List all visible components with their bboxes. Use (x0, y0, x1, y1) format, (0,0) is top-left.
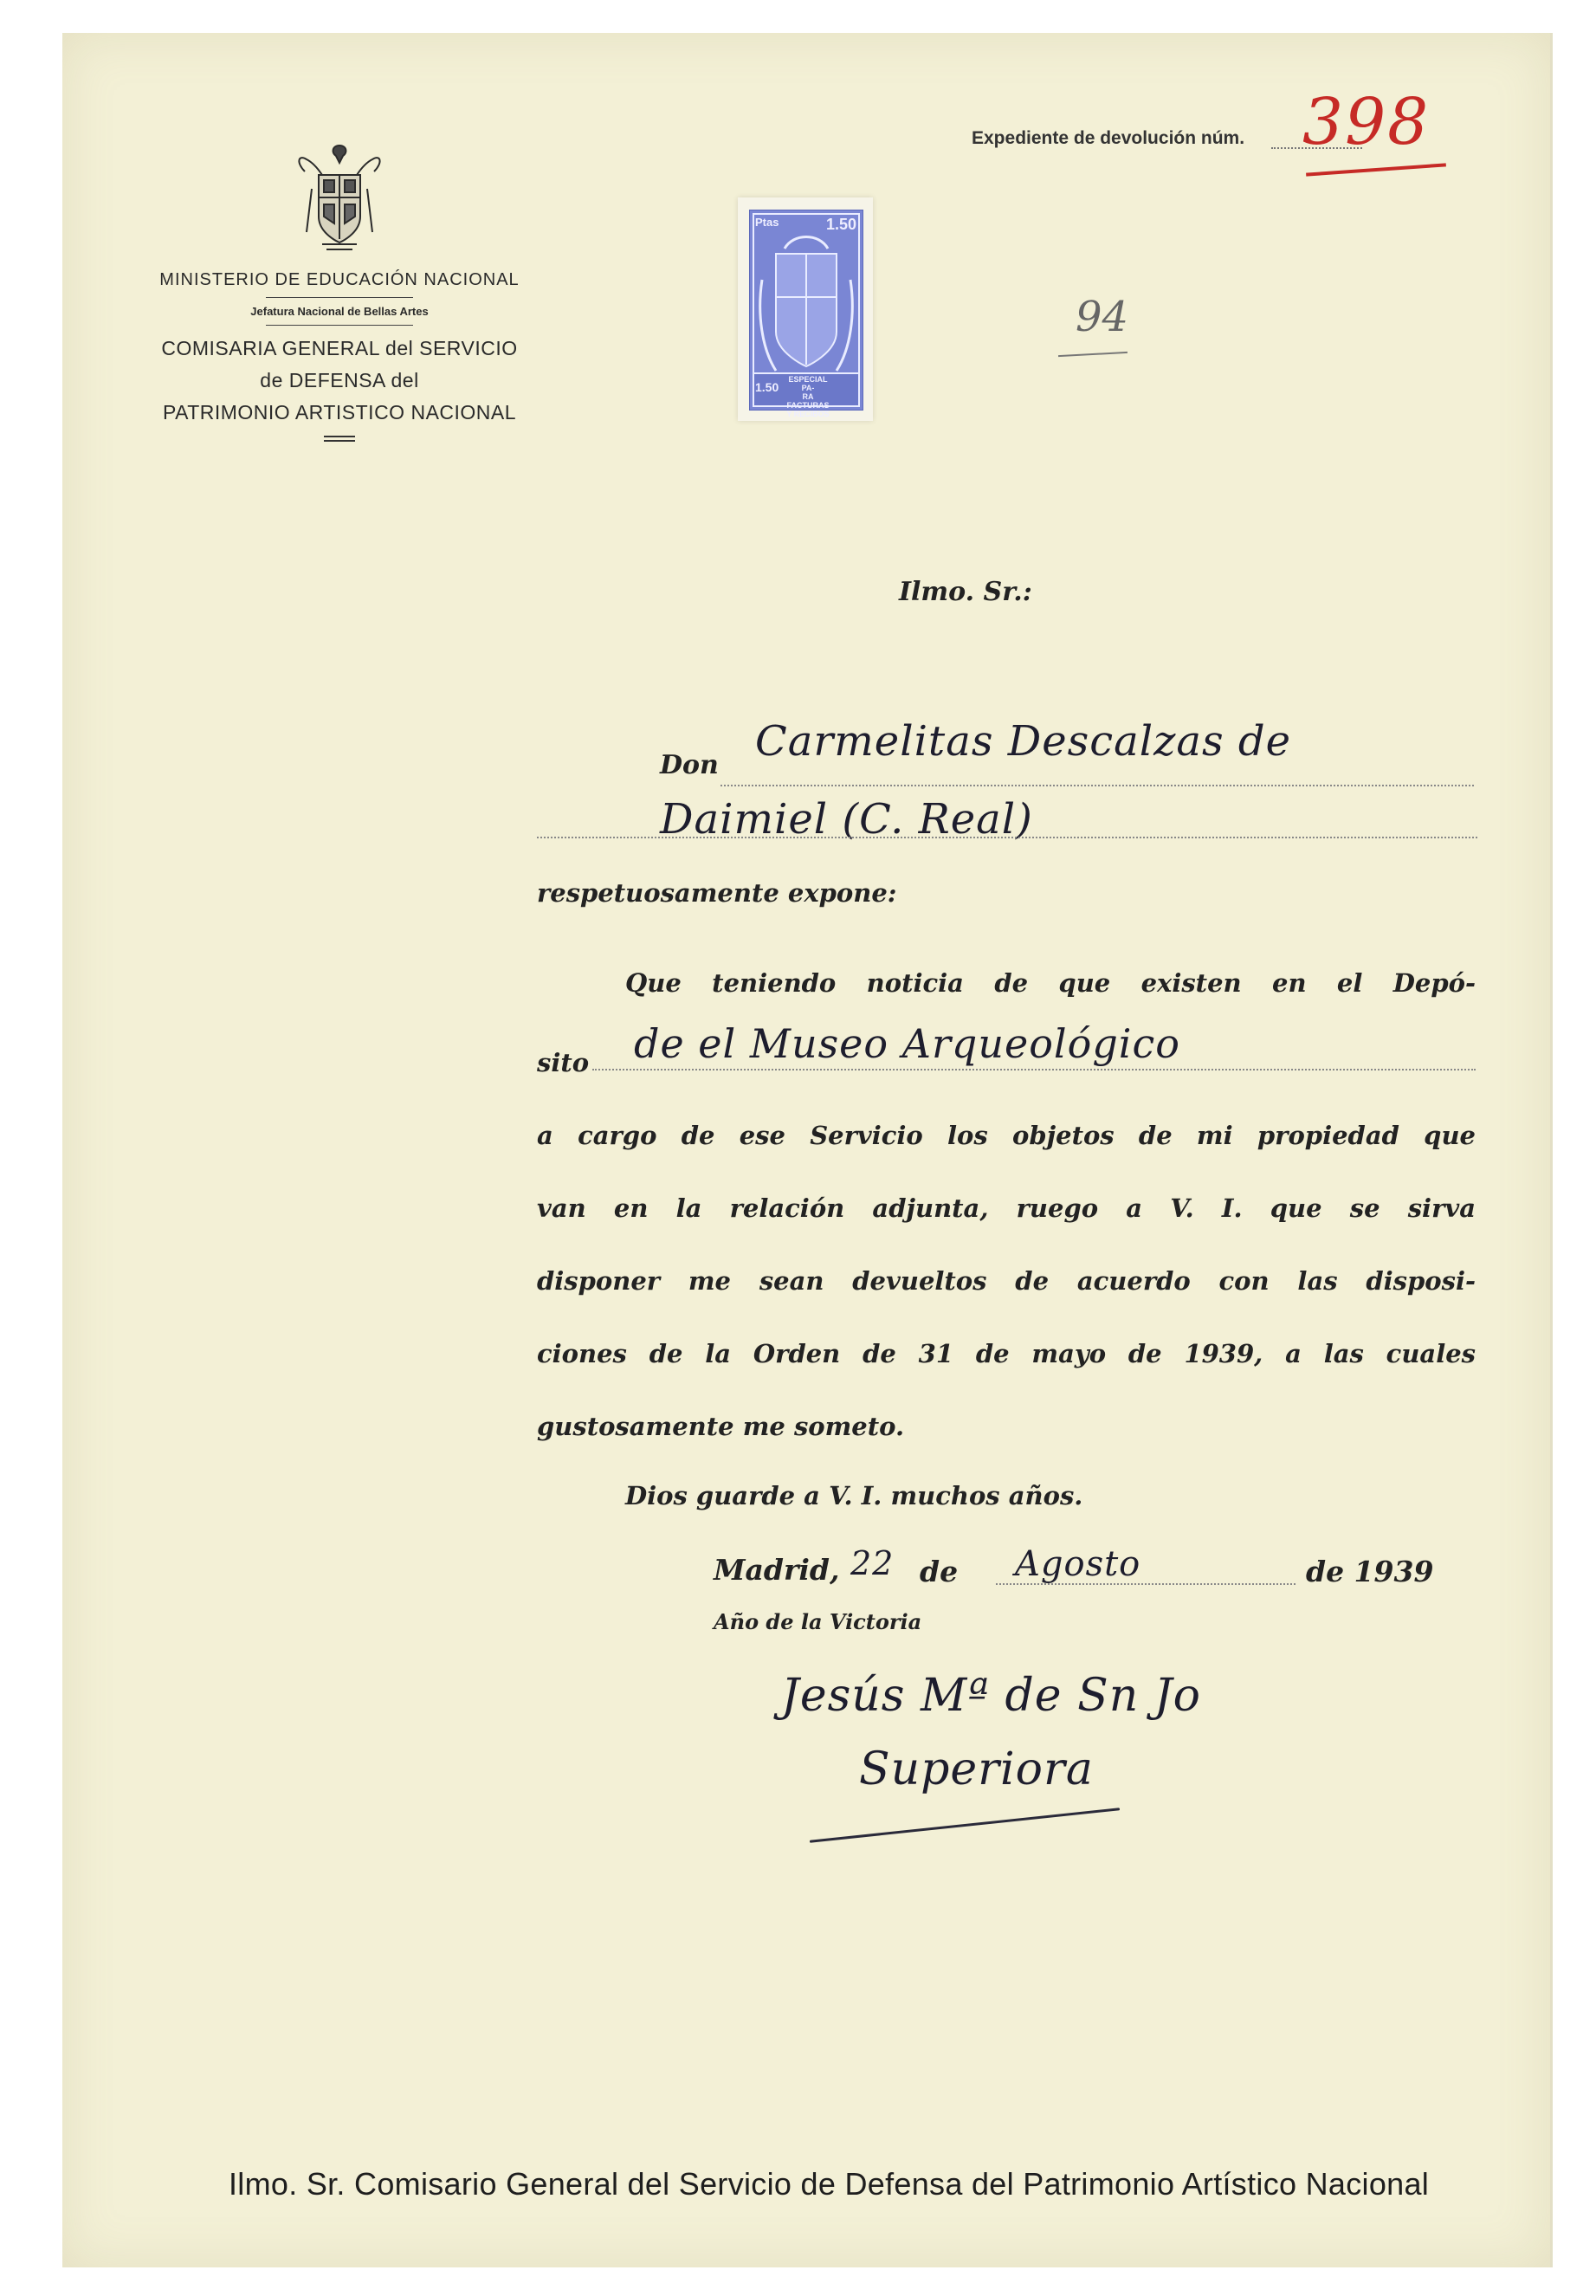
expediente-label: Expediente de devolución núm. (972, 128, 1245, 148)
comisaria-line-2: de DEFENSA del (260, 369, 419, 391)
stamp-value-top: 1.50 (826, 216, 857, 233)
stamp-currency: Ptas (755, 216, 779, 229)
dotted-line (592, 1069, 1476, 1070)
letterhead-rule (266, 325, 413, 326)
stamp-label-line: RA FACTURAS (786, 392, 830, 410)
applicant-name-line-2: Daimiel (C. Real) (660, 795, 1033, 844)
expediente-number: 398 (1302, 85, 1431, 159)
dotted-line (720, 785, 1474, 786)
date-day: 22 (850, 1544, 895, 1582)
signature-line-2: Superiora (859, 1743, 1094, 1795)
body-line-4: van en la relación adjunta, ruego a V. I. que se sirva (537, 1193, 1476, 1223)
stamp-label (785, 375, 831, 418)
coat-of-arms-icon (288, 137, 391, 258)
body-line-5: disponer me sean devueltos de acuerdo con las disposi- (537, 1266, 1476, 1296)
addressee-footer: Ilmo. Sr. Comisario General del Servicio de Defensa del Patrimonio Artístico Nacional (229, 2166, 1430, 2202)
document-page (62, 33, 1553, 2267)
stamp-face (749, 210, 863, 418)
comisaria-line-1: COMISARIA GENERAL del SERVICIO (161, 337, 518, 359)
applicant-name-line-1: Carmelitas Descalzas de (755, 717, 1292, 766)
signature-line-1: Jesús Mª de Sn Jo (781, 1670, 1201, 1722)
salutation: Ilmo. Sr.: (899, 577, 1032, 607)
signature-flourish (810, 1808, 1120, 1843)
closing-line: Dios guarde a V. I. muchos años. (625, 1481, 1083, 1510)
date-de: de (920, 1555, 959, 1588)
expediente-underline (1306, 163, 1446, 176)
letterhead-rule (266, 297, 413, 298)
date-month: Agosto (1015, 1544, 1141, 1584)
stamp-label-line: Y RECIBOS (786, 410, 830, 418)
jefatura-name: Jefatura Nacional de Bellas Artes (250, 305, 429, 318)
stamp-value-bottom: 1.50 (755, 380, 779, 394)
stamp-label-line: ESPECIAL PA- (788, 375, 828, 392)
pencil-underline (1058, 352, 1128, 357)
expone-line: respetuosamente expone: (537, 878, 897, 908)
deposito-handwritten: de el Museo Arqueológico (634, 1020, 1180, 1067)
ministry-name: MINISTERIO DE EDUCACIÓN NACIONAL (159, 270, 520, 289)
body-line-6: ciones de la Orden de 31 de mayo de 1939, a las cuales (537, 1339, 1476, 1368)
dotted-line (996, 1583, 1296, 1585)
dotted-line (537, 837, 1477, 838)
letterhead-double-rule (324, 436, 355, 442)
revenue-stamp (738, 197, 873, 421)
body-line-2-prefix: sito (537, 1048, 590, 1077)
letterhead (158, 137, 521, 442)
ano-de-la-victoria: Año de la Victoria (714, 1609, 922, 1634)
date-year: de 1939 (1306, 1555, 1434, 1588)
body-line-7: gustosamente me someto. (537, 1412, 905, 1441)
pencil-note: 94 (1076, 293, 1129, 341)
date-city: Madrid, (714, 1553, 840, 1587)
body-line-1: Que teniendo noticia de que existen en el Depó- (625, 968, 1476, 998)
don-prefix: Don (660, 750, 719, 780)
body-line-3: a cargo de ese Servicio los objetos de mi propiedad que (537, 1121, 1476, 1150)
comisaria-line-3: PATRIMONIO ARTISTICO NACIONAL (162, 401, 517, 424)
